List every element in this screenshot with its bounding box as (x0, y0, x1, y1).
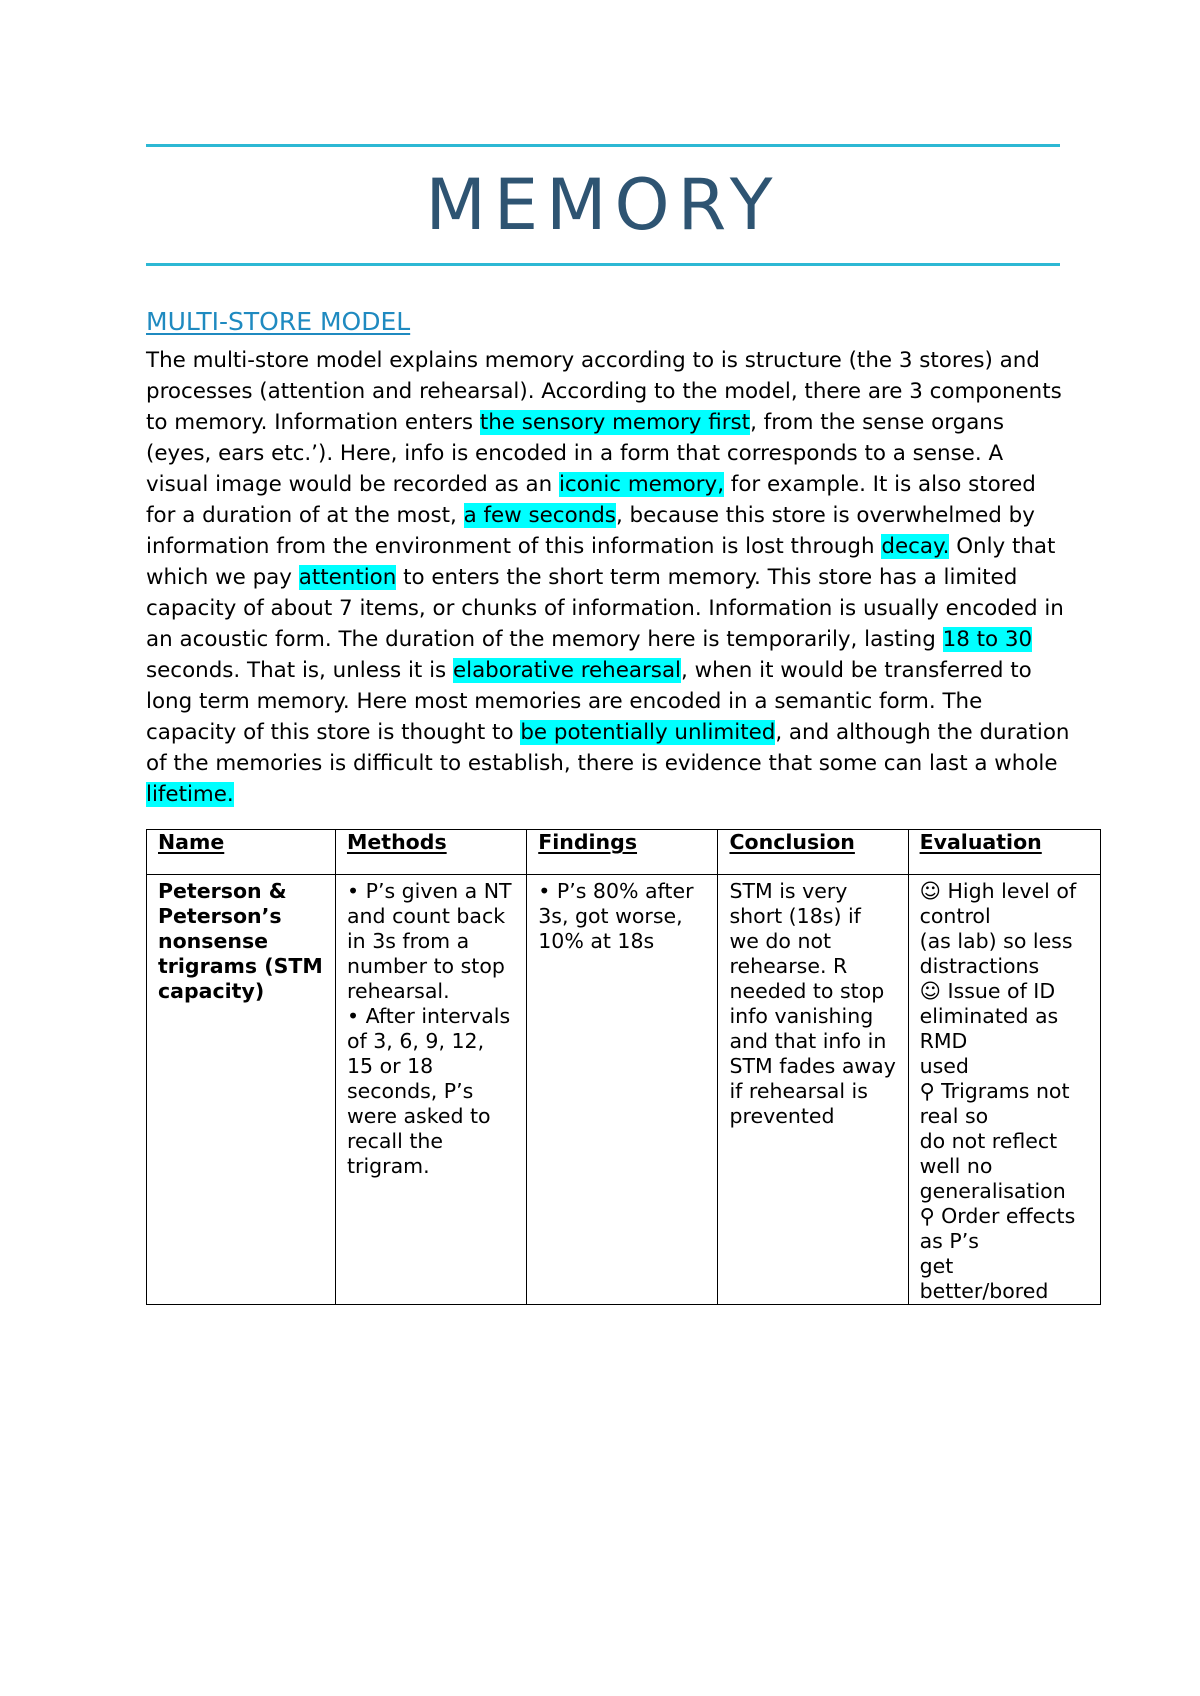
evaluation-text: Order effects as P’s (919, 1204, 1076, 1253)
study-table (146, 829, 1101, 1305)
header-conclusion: Conclusion (718, 830, 908, 875)
evaluation-line (920, 1279, 1089, 1304)
paragraph-text: Only that which we pay (146, 534, 1056, 590)
cell-conclusion: STM is very short (18s) if we do not rehearse. R needed to stop info vanishing and that info in STM fades away if rehearsal is prevented (718, 875, 908, 1305)
evaluation-text: generalisation (919, 1179, 1066, 1203)
evaluation-text: used (919, 1054, 969, 1078)
evaluation-text: Issue of ID eliminated as RMD (919, 979, 1059, 1053)
highlighted-phrase: the sensory memory first (479, 410, 751, 435)
methods-bullet: • After intervals of 3, 6, 9, 12, 15 or 18 seconds, P’s were asked to recall the trigram. (346, 1004, 511, 1178)
paragraph-text: , and although the duration of the memories is difficult to establish, there is evidence that some can last a whole (146, 720, 1070, 776)
evaluation-line (920, 1204, 1089, 1254)
cell-evaluation (908, 875, 1100, 1305)
cell-methods (335, 875, 526, 1305)
table-header-row (147, 830, 1101, 875)
paragraph-text: to enters the short term memory. This store has a limited capacity of about 7 items, or chunks of information. Information is usually encoded in an acoustic form. The duration of the memory here is temporarily, lasting (146, 565, 1064, 652)
section-heading: MULTI-STORE MODEL (146, 307, 411, 336)
pin-icon: ⚲ (919, 1079, 935, 1103)
findings-bullet: • P’s 80% after 3s, got worse, 10% at 18s (538, 879, 694, 953)
cell-name: Peterson & Peterson’s nonsense trigrams (STM capacity) (147, 875, 336, 1305)
highlighted-phrase: decay. (881, 534, 950, 559)
highlighted-phrase: be potentially unlimited (520, 720, 776, 745)
evaluation-line (920, 1129, 1089, 1179)
header-evaluation: Evaluation (908, 830, 1100, 875)
paragraph-text: for example. It is also stored for a duration of at the most, (146, 472, 1036, 528)
evaluation-line (920, 1179, 1089, 1204)
evaluation-line (920, 979, 1089, 1054)
paragraph-text: , because this store is overwhelmed by information from the environment of this information is lost through (146, 503, 1035, 559)
page-title: MEMORY (425, 164, 781, 246)
table-row (147, 875, 1101, 1305)
evaluation-line (920, 929, 1089, 979)
evaluation-line (920, 1254, 1089, 1279)
methods-bullet: • P’s given a NT and count back in 3s from a number to stop rehearsal. (346, 879, 512, 1003)
highlighted-phrase: elaborative rehearsal (452, 658, 681, 683)
paragraph-text: , when it would be transferred to long term memory. Here most memories are encoded in a semantic form. The capacity of this store is thought to (146, 658, 1032, 745)
cell-findings (527, 875, 718, 1305)
section-paragraph (146, 345, 1071, 810)
smile-icon: ☺ (919, 979, 941, 1003)
header-name: Name (147, 830, 336, 875)
title-top-rule (146, 144, 1060, 147)
highlighted-phrase: a few seconds (463, 503, 616, 528)
evaluation-text: Trigrams not real so (919, 1079, 1070, 1128)
highlighted-phrase: lifetime. (146, 782, 234, 807)
header-methods: Methods (335, 830, 526, 875)
title-bottom-rule (146, 263, 1060, 266)
evaluation-line (920, 879, 1089, 929)
highlighted-phrase: attention (298, 565, 397, 590)
smile-icon: ☺ (919, 879, 941, 903)
evaluation-line (920, 1054, 1089, 1079)
paragraph-text: seconds. That is, unless it is (146, 658, 453, 683)
highlighted-phrase: 18 to 30 (942, 627, 1033, 652)
evaluation-text: (as lab) so less distractions (919, 929, 1073, 978)
header-findings: Findings (527, 830, 718, 875)
pin-icon: ⚲ (919, 1204, 935, 1228)
evaluation-text: get (919, 1254, 954, 1278)
evaluation-text: High level of control (919, 879, 1077, 928)
evaluation-text: better/bored (919, 1279, 1049, 1303)
paragraph-text: The multi-store model explains memory according to is structure (the 3 stores) and processes (attention and rehearsal). According to the model, there are 3 components to memory. Information enters (146, 348, 1062, 435)
evaluation-line (920, 1079, 1089, 1129)
evaluation-text: do not reflect well no (919, 1129, 1058, 1178)
highlighted-phrase: iconic memory, (558, 472, 724, 497)
paragraph-text: , from the sense organs (eyes, ears etc.’). Here, info is encoded in a form that corresponds to a sense. A visual image would be recorded as an (146, 410, 1005, 497)
